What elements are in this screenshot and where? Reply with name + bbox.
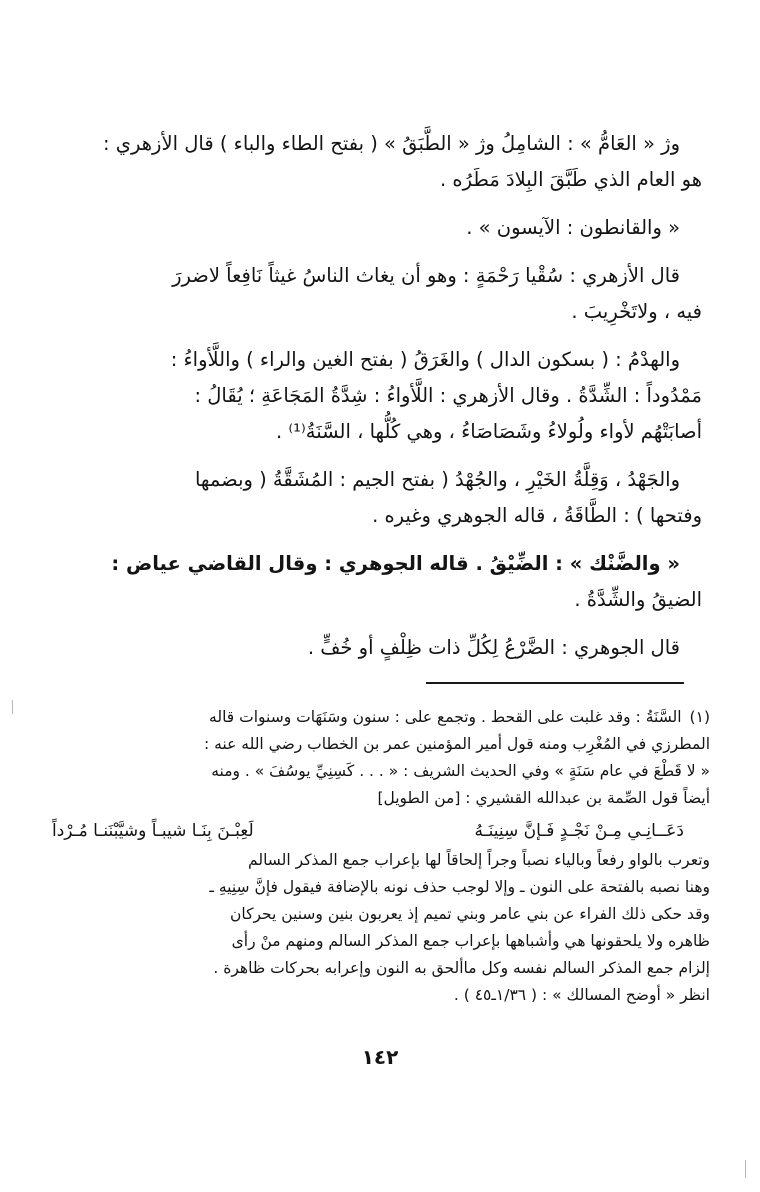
text-line: والهدْمُ : ( بسكون الدال ) والغَرَقُ ( بفتح الغين والراء ) واللَّأواءُ : [170, 348, 680, 371]
text-line: الضيقُ والشِّدَّةُ . [574, 588, 702, 611]
footnote-line: وهنا نصبه بالفتحة على النون ـ وإلا لوجب حذف نونه بالإضافة فيقول فإنَّ سِنِيهِ ـ [209, 878, 710, 896]
footnote-marker: (١) [689, 708, 710, 726]
page-number: ١٤٢ [361, 1045, 399, 1069]
entry-dar [45, 630, 702, 666]
footnote-line: « لا قَطْعَ في عام سَنَةٍ » وفي الحديث الشريف : « . . . كَسِنِيِّ يوسُفَ » . ومنه [211, 762, 710, 780]
scan-edge-mark [745, 1160, 746, 1178]
footnote-line: إلزام جمع المذكر السالم نفسه وكل ماألحق به النون وإعرابه بحركات ظاهرة . [213, 959, 710, 977]
footnote-text: السَّنَةُ : وقد غلبت على القحط . وتجمع على : سنون وسَنَهَات وسنوات قاله [209, 708, 682, 726]
text-line: والجَهْدُ ، وَقِلَّةُ الخَيْرِ ، والجُهْدُ ( بفتح الجيم : المُشَقَّةُ ( وبضمها [194, 468, 680, 491]
text-line: قال الأزهري : سُقْيا رَحْمَةٍ : وهو أن يغاث الناسُ غيثاً نَافِعاً لاضررَ [172, 264, 680, 287]
text-line: قال الجوهري : الضَّرْعُ لِكُلِّ ذات ظِلْفٍ أو خُفٍّ . [307, 636, 680, 659]
footnote-line: أيضاً قول الصِّمة بن عبدالله القشيري : [من الطويل] [377, 789, 710, 807]
footnote-divider [426, 682, 684, 684]
entry-jahd [45, 462, 702, 534]
footnote-line: انظر « أوضح المسالك » : ( ١/٣٦ـ٤٥ ) . [453, 986, 710, 1004]
footnote-line: وتعرب بالواو رفعاً وبالياء نصباً وجراً إلحاقاً لها بإعراب جمع المذكر السالم [248, 851, 710, 869]
entry-amm [45, 126, 702, 198]
text-line: مَمْدُوداً : الشِّدَّةُ . وقال الأزهري : اللَّأواءُ : شِدَّةُ المَجَاعَةِ ؛ يُقَالُ : [194, 384, 702, 407]
footnote-line: ظاهره ولا يلحقونها هي وأشباهها بإعراب جمع المذكر السالم ومنهم منْ رأى [231, 932, 710, 950]
footnote-line: وقد حكى ذلك الفراء عن بني عامر وبني تميم إذ يعربون بنين وسنين يحركان [229, 905, 710, 923]
poem-first-hemistich: دَعَــانِـي مِـنْ نَجْـدٍ فَـإنَّ سِنِينَـهُ [474, 821, 684, 841]
text-line: هو العام الذي طَبَّقَ البِلادَ مَطَرُه . [439, 168, 702, 191]
entry-dank [45, 546, 702, 618]
text-line: فيه ، ولاتَخْرِيبَ . [571, 300, 702, 323]
poem-verse [42, 812, 710, 847]
text-line: « والضَّنْك » : الضِّيْقُ . قاله الجوهري : وقال القاضي عياض : [111, 552, 680, 575]
text-line: وفتحها ) : الطَّاقَةُ ، قاله الجوهري وغيره . [372, 504, 702, 527]
main-text [45, 126, 702, 678]
poem-second-hemistich: لَعِبْـنَ بِنَـا شيبـاً وشيَّبْنَنـا مُـرْداً [52, 821, 254, 841]
entry-qanitun [45, 210, 702, 246]
footnote-line [42, 704, 710, 731]
text-line: وﮊ « العَامُّ » : الشامِلُ وﮊ « الطَّبَقُ » ( بفتح الطاء والباء ) قال الأزهري : [102, 132, 680, 155]
scan-edge-mark [12, 700, 13, 714]
footnote [42, 704, 710, 1009]
text-line: « والقانطون : الآيسون » . [466, 216, 680, 239]
entry-hadm [45, 342, 702, 450]
footnote-line: المطرزي في المُغْرِب ومنه قول أمير المؤمنين عمر بن الخطاب رضي الله عنه : [203, 735, 710, 753]
text-line: أصابَتْهُم لأواء ولُولاءُ وشَصَاصَاءُ ، وهي كُلُّها ، السَّنَةُ⁽¹⁾ . [275, 420, 702, 443]
entry-suqya [45, 258, 702, 330]
